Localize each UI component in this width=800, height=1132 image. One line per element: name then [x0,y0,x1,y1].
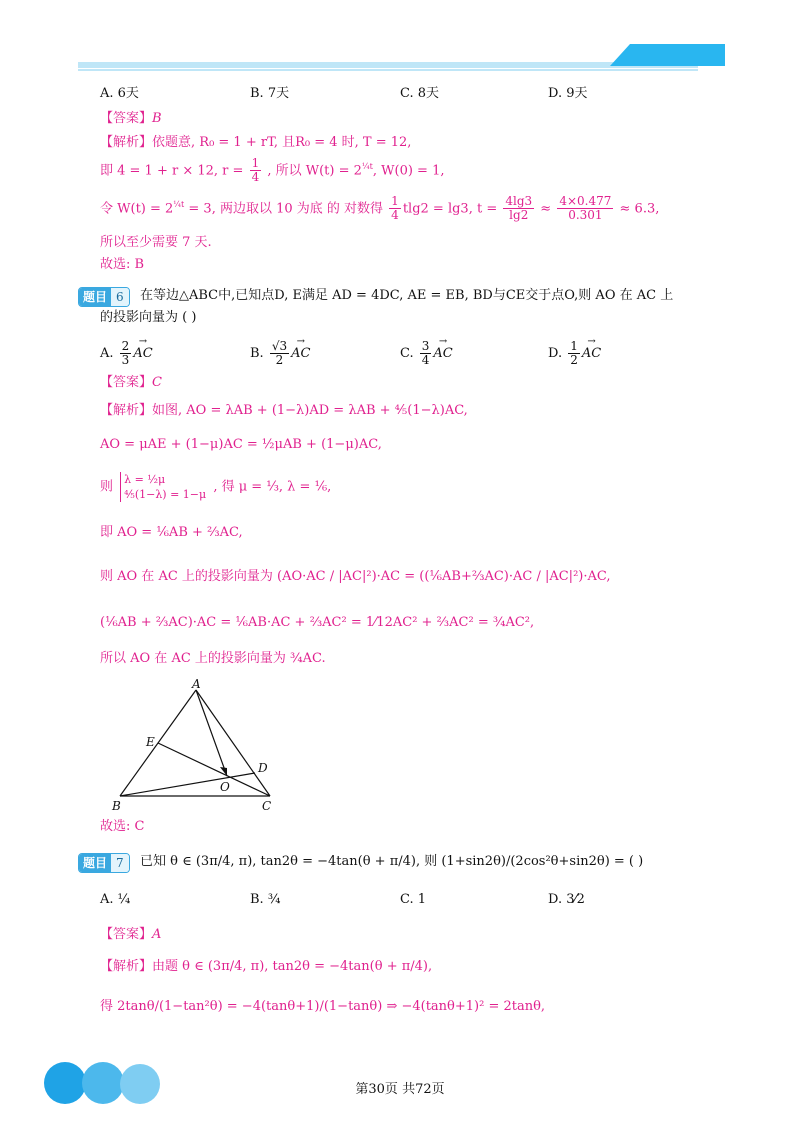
label-a: A [192,677,201,691]
badge-number: 6 [111,288,129,306]
analysis-label: 【解析】 [100,959,153,974]
q6-analysis-line3 [100,472,331,502]
q7-option-c: C. 1 [400,892,427,907]
label-c: C [262,799,272,813]
page-number: 第30页 共72页 [355,1082,445,1097]
analysis-text: , 所以 W(t) = 2 [267,163,362,179]
analysis-text: , 得 μ = ⅓, λ = ⅙, [213,479,332,495]
frac-den: lg2 [509,208,529,223]
q6-conclusion: 故选: C [100,819,145,834]
q5-analysis-line3: 令 $W(t) = 2^{\frac{1}{4}t} = 3$, 两边取以 10 为底 的 对数得 $\frac{1}{4}$ tlg2 = lg3, t = $\frac{4\lg 3}{\lg 2}$ ≈ $\frac{4\times 0.477}{0.301}$ ≈ 6.3, [100,194,660,223]
answer-label: 【答案】 [100,111,153,126]
header-tab-shape [610,44,725,72]
q7-answer [100,924,161,946]
system-eq-1: λ = ½μ [124,473,166,486]
analysis-text: ≈ [540,201,552,217]
q7-option-a: A. ¼ [100,892,131,907]
q6-option-c: C. $\frac{3}{4}$ → AC [400,340,453,367]
analysis-text: tlg2 = lg3, t = [402,201,498,217]
q7-text: 已知 θ ∈ (3π/4, π), tan2θ = −4tan(θ + π/4), 则 (1+sin2θ)/(2cos²θ+sin2θ) = ( ) [140,854,644,869]
q6-badge [78,287,130,307]
analysis-text: 即 4 = 1 + r × 12, r = [100,163,244,179]
q6-analysis-line7: 所以 AO 在 AC 上的投影向量为 ¾AC. [100,651,326,666]
q5-analysis-line2: 即 4 = 1 + r × 12, r = $\frac{1}{4}$ , 所以 $W(t) = 2^{\frac{1}{4}t}$, W(0) = 1, [100,156,445,185]
badge-label: 题目 [79,854,111,872]
segment-bd [120,773,255,796]
analysis-text: ≈ 6.3, [619,201,660,217]
label-b: B [112,799,121,813]
q5-analysis-line4: 所以至少需要 7 天. [100,235,212,250]
label-e: E [146,735,155,749]
system-eq-2: ⁴⁄₅(1−λ) = 1−μ [124,488,207,501]
q7-badge [78,853,130,873]
q6-option-a: A. $\frac{2}{3}$ → AC [100,340,153,367]
answer-label: 【答案】 [100,375,153,390]
analysis-text: 由题 θ ∈ (3π/4, π), tan2θ = −4tan(θ + π/4), [152,959,433,974]
q6-analysis-line6: (⅙AB + ⅔AC)·AC = ⅙AB·AC + ⅔AC² = 1⁄12AC² + ⅔AC² = ¾AC², [100,615,535,630]
frac-num: 4lg3 [505,194,533,209]
q5-analysis-line1 [100,132,411,154]
q6-text-line1: 在等边△ABC中,已知点D, E满足 AD = 4DC, AE = EB, BD与CE交于点O,则 AO 在 AC 上 [140,288,674,303]
answer-label: 【答案】 [100,927,153,942]
badge-number: 7 [111,854,129,872]
q6-analysis-line5: 则 AO 在 AC 上的投影向量为 (AO·AC / |AC|²)·AC = ((⅙AB+⅔AC)·AC / |AC|²)·AC, [100,569,611,584]
analysis-text: 如图, AO = λAB + (1−λ)AD = λAB + ⁴⁄₅(1−λ)AC, [152,403,468,418]
frac-den: 0.301 [568,208,603,223]
q5-conclusion: 故选: B [100,257,145,272]
q5-option-c: C. 8天 [400,86,440,101]
analysis-text: , W(0) = 1, [372,163,445,179]
answer-value: C [152,375,162,390]
badge-label: 题目 [79,288,111,306]
label-d: D [258,761,268,775]
q7-analysis-line2: 得 2tanθ/(1−tan²θ) = −4(tanθ+1)/(1−tanθ) ⇒ −4(tanθ+1)² = 2tanθ, [100,999,546,1014]
q5-option-a: A. 6天 [100,86,139,101]
q6-answer [100,372,162,394]
q6-analysis-line4: 即 AO = ⅙AB + ⅔AC, [100,525,243,540]
q6-analysis-line2: AO = μAE + (1−μ)AC = ½μAB + (1−μ)AC, [100,437,382,452]
answer-value: B [152,111,162,126]
header-stripe [78,62,698,68]
q6-option-b: B. $\frac{√3}{2}$ → AC [250,340,310,367]
analysis-text: = 3, 两边取以 10 为底 的 对数得 [184,201,384,217]
segment-ce [158,743,270,796]
analysis-text: 则 [100,479,114,495]
analysis-text: 依题意, R₀ = 1 + rT, 且R₀ = 4 时, T = 12, [152,135,412,150]
analysis-label: 【解析】 [100,135,153,150]
q7-option-d: D. 3⁄2 [548,892,585,907]
edge-ac [196,690,270,796]
frac-num: 4×0.477 [559,194,612,209]
header-stripe-thin [78,69,698,71]
answer-value: A [152,927,162,942]
triangle-figure [110,676,290,816]
analysis-label: 【解析】 [100,403,153,418]
analysis-text: 令 W(t) = 2 [100,201,174,217]
q6-option-d: D. $\frac{1}{2}$ → AC [548,340,601,367]
q7-analysis-line1 [100,956,432,978]
q6-text-line2: 的投影向量为 ( ) [100,310,197,325]
q7-option-b: B. ¾ [250,892,281,907]
q5-answer [100,108,162,130]
q5-option-b: B. 7天 [250,86,290,101]
q5-option-d: D. 9天 [548,86,588,101]
q6-analysis-line1 [100,400,468,422]
label-o: O [220,780,230,794]
